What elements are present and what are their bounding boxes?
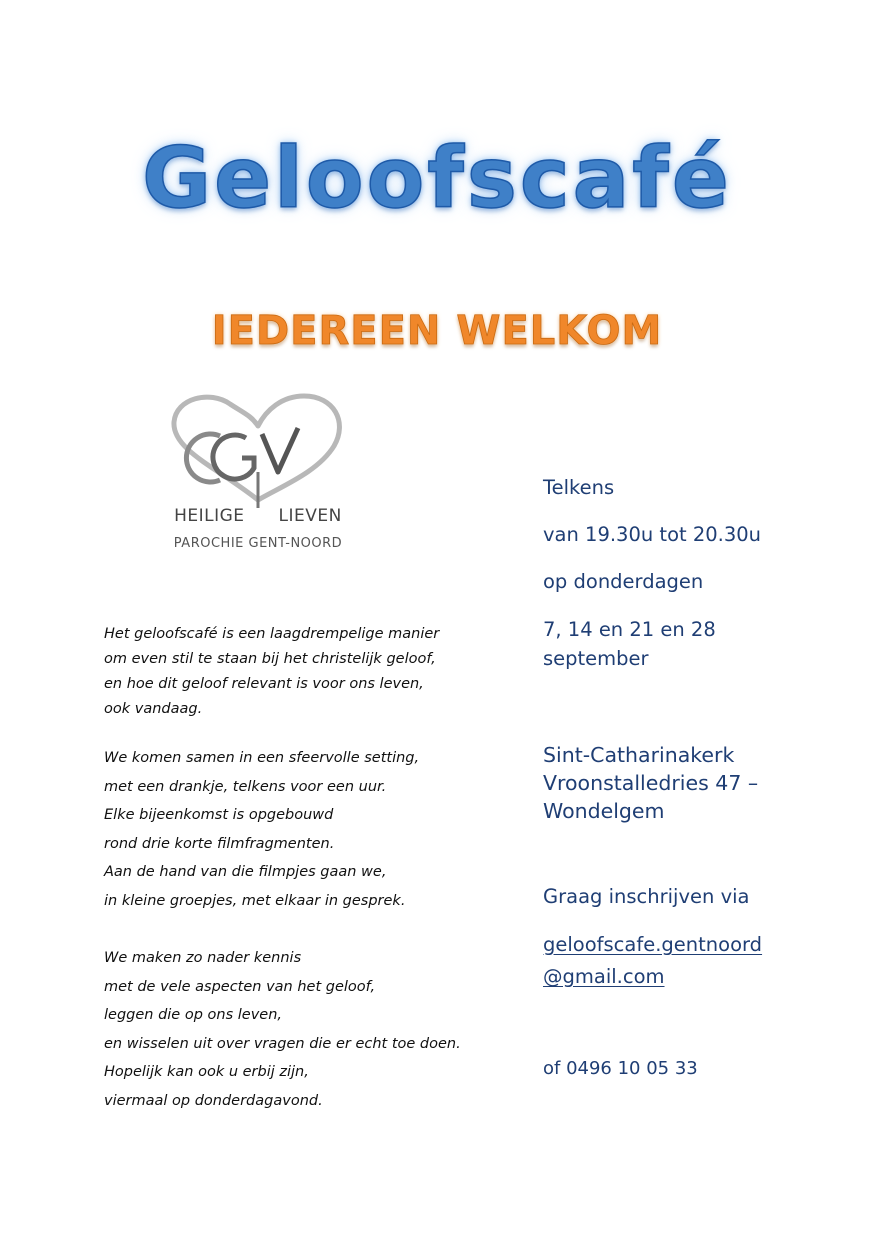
text-line: Elke bijeenkomst is opgebouwd — [104, 807, 334, 823]
setting-paragraph — [104, 744, 524, 915]
info-signup: Graag inschrijven via — [543, 885, 750, 908]
text-line: Aan de hand van die filmpjes gaan we, — [104, 864, 387, 880]
intro-paragraph — [104, 622, 524, 722]
info-day: op donderdagen — [543, 570, 704, 593]
text-line: We maken zo nader kennis — [104, 950, 302, 966]
dates-line: september — [543, 647, 649, 670]
location-line: Sint-Catharinakerk — [543, 743, 735, 767]
text-line: ook vandaag. — [104, 701, 203, 717]
page-title: Geloofscafé — [142, 129, 732, 227]
text-line: en hoe dit geloof relevant is voor ons leven, — [104, 676, 424, 692]
text-line: met een drankje, telkens voor een uur. — [104, 778, 387, 795]
info-telkens: Telkens — [543, 476, 615, 499]
logo-parish: PAROCHIE GENT-NOORD — [173, 536, 343, 551]
text-line: viermaal op donderdagavond. — [104, 1092, 323, 1109]
email-link-line[interactable]: @gmail.com — [543, 965, 665, 988]
dates-line: 7, 14 en 21 en 28 — [543, 618, 716, 641]
text-line: en wisselen uit over vragen die er echt toe doen. — [104, 1035, 461, 1052]
info-location — [543, 741, 863, 825]
welcome-heading: IEDEREEN WELKOM — [211, 308, 663, 354]
logo-name-right: LIEVEN — [278, 506, 342, 526]
location-line: Wondelgem — [543, 799, 665, 823]
info-time: van 19.30u tot 20.30u — [543, 523, 762, 546]
text-line: rond drie korte filmfragmenten. — [104, 835, 335, 852]
heart-logo-icon — [158, 388, 358, 508]
text-line: We komen samen in een sfeervolle setting, — [104, 750, 420, 766]
email-link-line[interactable]: geloofscafe.gentnoord — [543, 933, 763, 956]
email-link[interactable] — [543, 929, 863, 993]
closing-paragraph — [104, 944, 524, 1115]
info-phone: of 0496 10 05 33 — [543, 1058, 698, 1079]
text-line: Het geloofscafé is een laagdrempelige manier — [104, 626, 440, 642]
text-line: om even stil te staan bij het christelijk geloof, — [104, 651, 436, 667]
parish-logo — [158, 388, 358, 568]
logo-name-left: HEILIGE — [174, 506, 245, 526]
text-line: leggen die op ons leven, — [104, 1007, 283, 1023]
location-line: Vroonstalledries 47 – — [543, 771, 759, 795]
text-line: in kleine groepjes, met elkaar in gesprek. — [104, 892, 406, 909]
text-line: Hopelijk kan ook u erbij zijn, — [104, 1064, 309, 1080]
logo-name — [158, 506, 358, 526]
info-dates — [543, 615, 863, 673]
text-line: met de vele aspecten van het geloof, — [104, 978, 376, 995]
